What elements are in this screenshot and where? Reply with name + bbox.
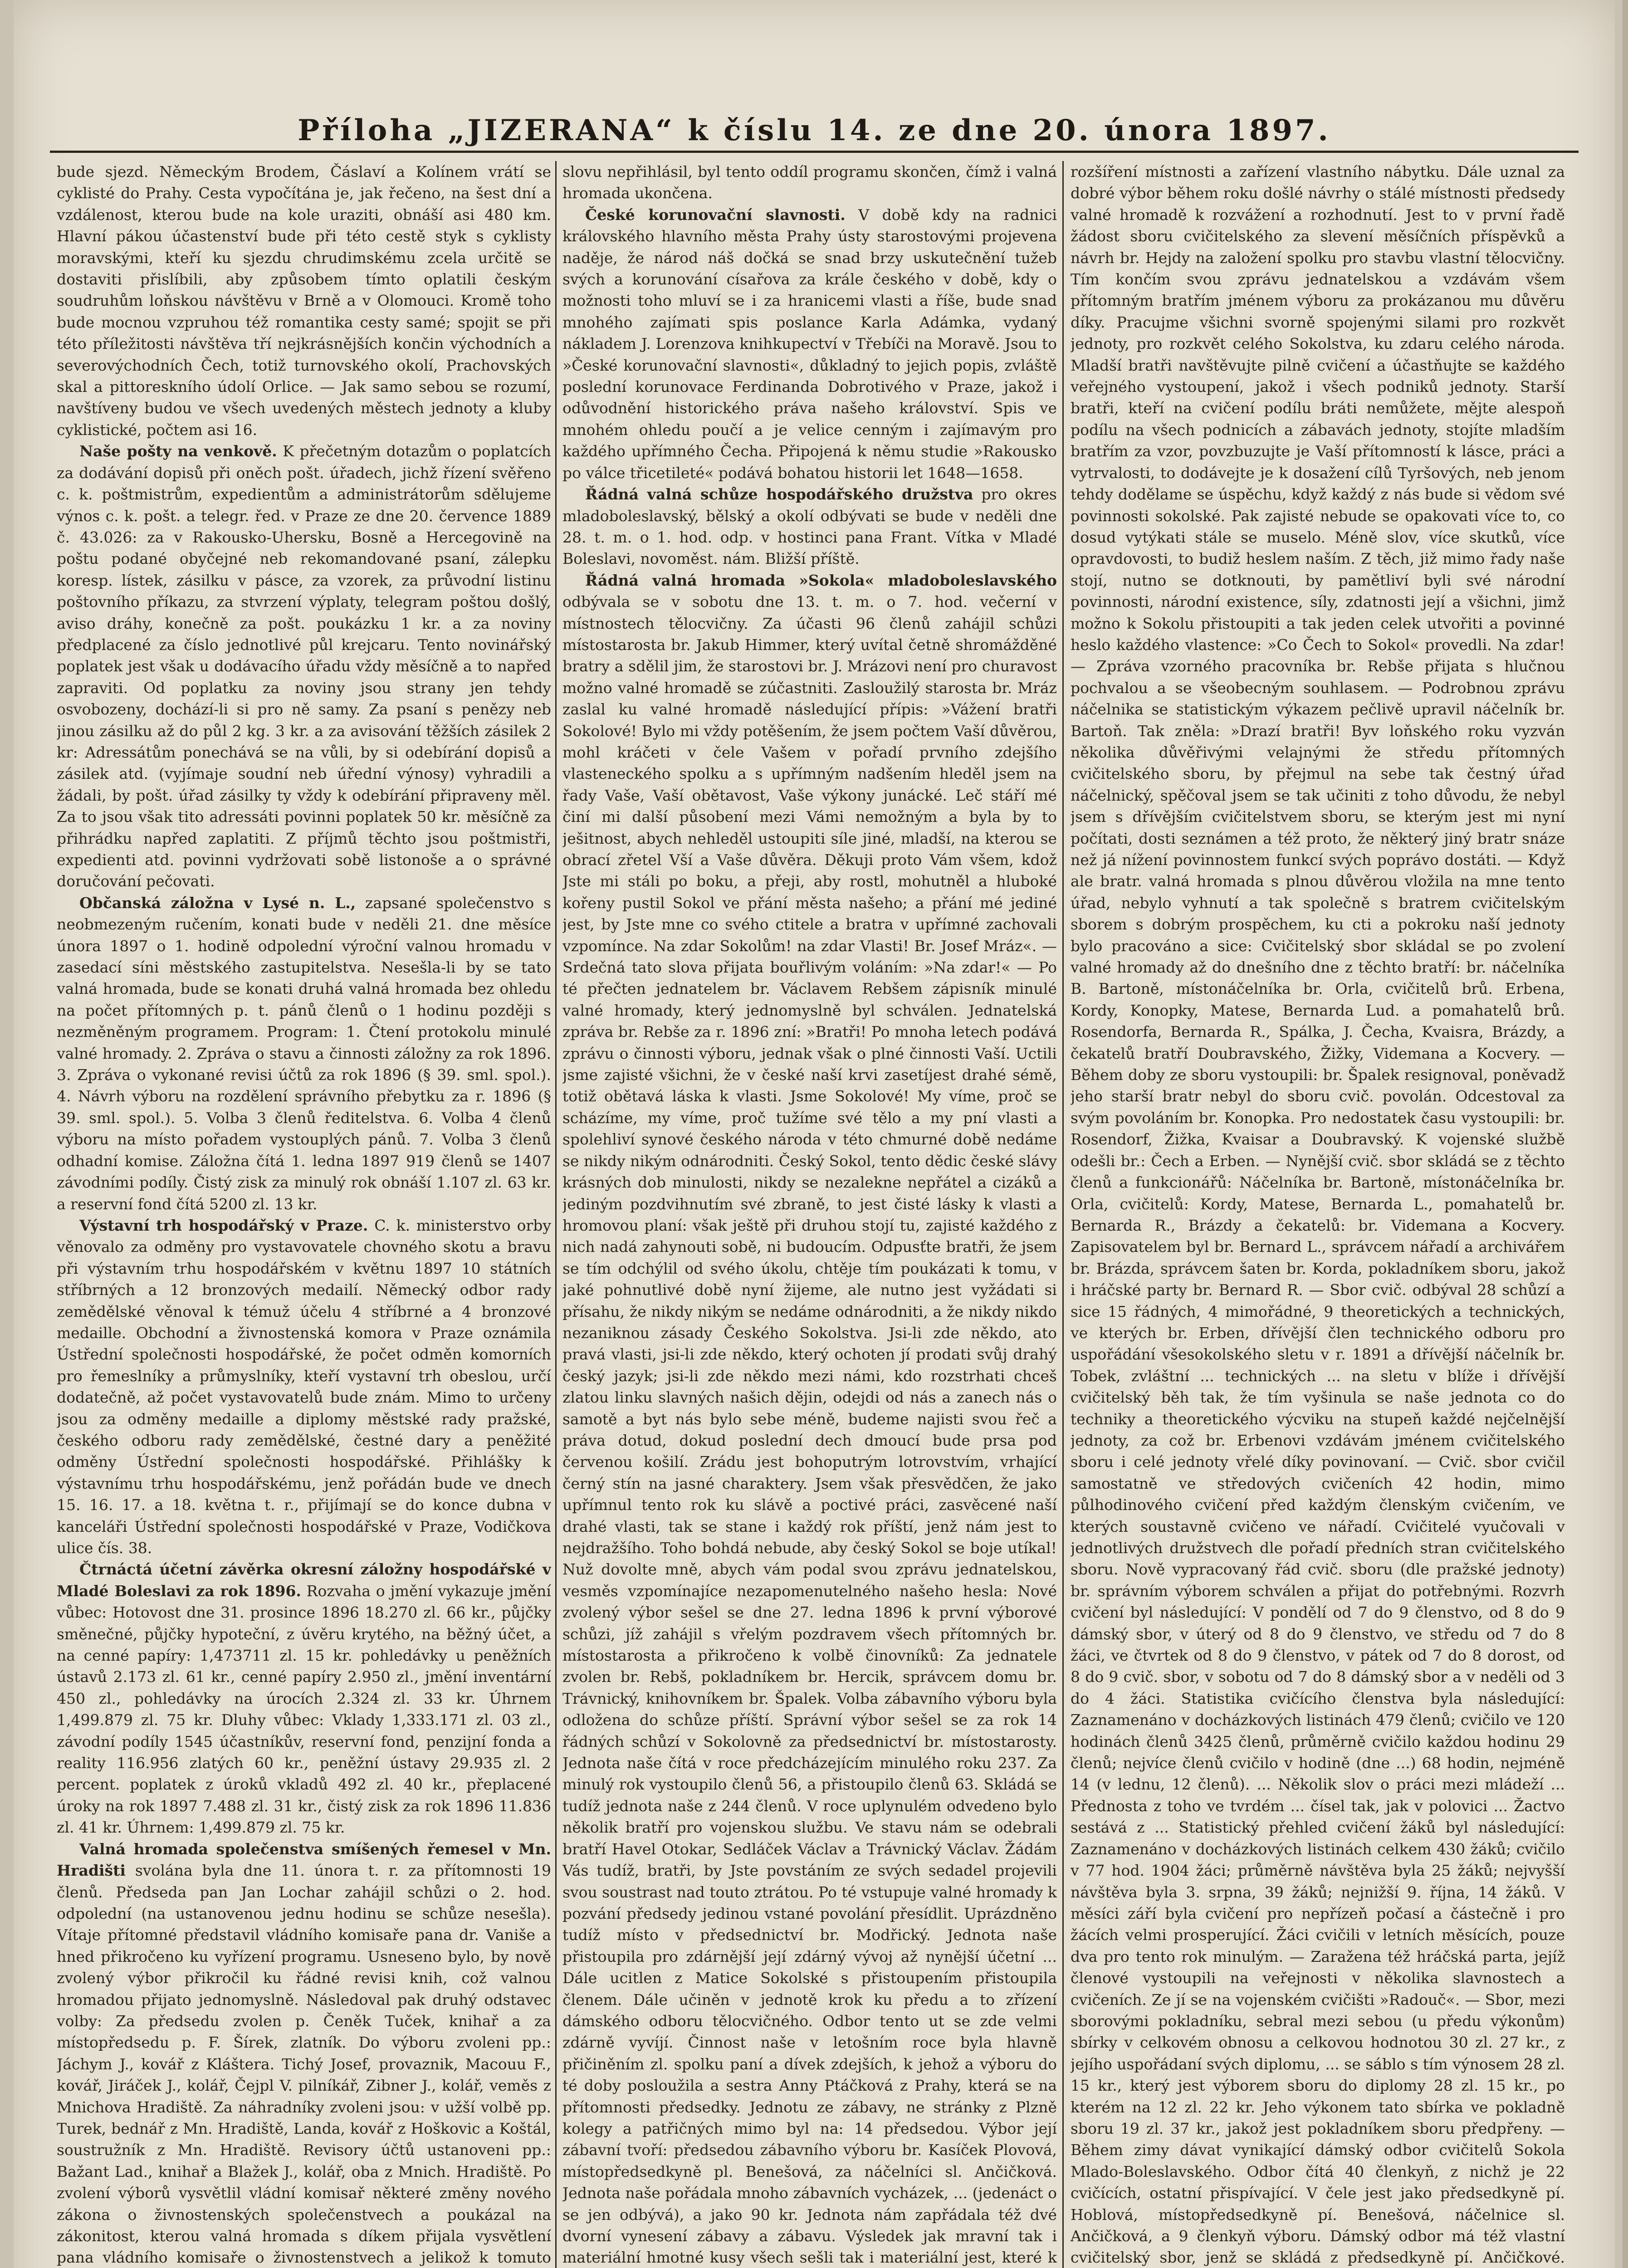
article-text: K přečetným dotazům o poplatcích za dodávání dopisů při oněch pošt. úřadech, jichž řízení svěřeno c. k. poštmistrům, expedientům a administrátorům sdělujeme výnos c. k. pošt. a telegr. řed. v Praze ze dne 20. července 1889 č. 43.026: za v Rakousko-Uhersku, Bosně a Hercegovině na poštu podané obyčejné neb rekomandované psaní, zálepku koresp. lístek, zásilku v pásce, za vzorek, za průvodní listinu poštovního příkazu, za stvrzení výplaty, telegram poštou došlý, aviso dráhy, konečně za pošt. poukázku 1 kr. a za noviny předplacené za číslo jednotlivé půl krejcaru. Tento novinářský poplatek jest však u dodávacího úřadu vždy měsíčně a to napřed zapraviti. Od poplatku za noviny jsou strany jen tehdy osvobozeny, dochází-li si pro ně samy. Za psaní s penězy neb jinou zásilku až do půl 2 kg. 3 kr. a za avisování těžších zásilek 2 kr: Adressátům ponechává se na vůli, by si odebírání dopisů a zásilek atd. (vyjímaje soudní neb úřední výnosy) vyhradili a žádali, by pošt. úřad zásilky ty vždy k odebírání připraveny měl. Za to jsou však tito adressáti povinni poplatek 50 kr. měsíčně za přihrádku napřed zaplatiti. Z příjmů těchto jsou poštmistři, expedienti atd. povinni vydržovati sobě listonoše a o správné doručování pečovati. <box>57 442 551 890</box>
column-3 <box>1071 161 1565 2268</box>
article-paragraph <box>562 161 1057 204</box>
column-1 <box>57 161 551 2268</box>
article-headline: Čtrnáctá účetní závěrka okresní záložny hospodářské v Mladé Boleslavi za rok 1896. <box>57 1560 551 1600</box>
article-headline: Řádná valná hromada »Sokola« mladoboleslavského <box>585 571 1057 589</box>
page-edge <box>1623 0 1628 2268</box>
article-text: slovu nepřihlásil, byl tento oddíl programu skončen, čímž i valná hromada ukončena. <box>562 163 1057 202</box>
article-paragraph <box>562 484 1057 570</box>
supplement-header: Příloha „JIZERANA“ k číslu 14. ze dne 20. února 1897. <box>298 113 1331 147</box>
article-headline: Naše pošty na venkově. <box>79 442 277 460</box>
column-2 <box>562 161 1057 2268</box>
article-paragraph <box>1071 161 1565 2268</box>
article-text: bude sjezd. Německým Brodem, Čáslaví a Kolínem vrátí se cyklisté do Prahy. Cesta vypočítána je, jak řečeno, na šest dní a vzdálenost, kterou bude na kole uraziti, obnáší asi 480 km. Hlavní pákou účastenství bude při této cestě styk s cyklisty moravskými, kteří ku sjezdu chrudimskému zcela určitě se dostaviti přislíbili, aby způsobem tímto oplatili českým soudruhům loňskou návštěvu v Brně a v Olomouci. Kromě toho bude mocnou vzpruhou též romantika cesty samé; spojit se při této příležitosti návštěva tří nejkrásnějších končin východních a severovýchodních Čech, totiž turnovského okolí, Prachovských skal a pittoreskního údolí Orlice. — Jak samo sebou se rozumí, navštíveny budou ve všech uvedených městech jednoty a kluby cyklistické, počtem asi 16. <box>57 163 551 439</box>
article-text: svolána byla dne 11. února t. r. za přítomnosti 19 členů. Předseda pan Jan Lochar zahájil schůzi o 2. hod. odpolední (na ustanovenou jednu hodinu se schůze nesešla). Vítaje přítomné představil vládního komisaře pana dr. Vaniše a hned přikročeno ku vyřízení programu. Usneseno bylo, by nově zvolený výbor přikročil ku řádné revisi knih, což valnou hromadou přijato jednomyslně. Následoval pak druhý odstavec volby: Za předsedu zvolen p. Čeněk Tuček, knihař a za místopředsedu p. F. Šírek, zlatník. Do výboru zvoleni pp.: Jáchym J., kovář z Kláštera. Tichý Josef, provaznik, Macouu F., kovář, Jiráček J., kolář, Čejpl V. pilníkář, Zibner J., kolář, veměs z Mnichova Hradiště. Za náhradníky zvoleni jsou: v užší volbě pp. Turek, bednář z Mn. Hradiště, Landa, kovář z Hoškovic a Koštál, soustružník z Mn. Hradiště. Revisory účtů ustanoveni pp.: Bažant Lad., knihař a Blažek J., kolář, oba z Mnich. Hradiště. Po zvolení výborů vysvětlil vládní komisař některé změny nového zákona o živnostenských společenstvech a poukázal na zákonitost, kterou valná hromada s díkem přijala vysvětlení pana vládního komisaře o živnostenstvech a jelikož k tomuto <box>57 1862 551 2267</box>
article-paragraph <box>57 1559 551 1838</box>
article-headline: Výstavní trh hospodářský v Praze. <box>79 1216 368 1234</box>
article-paragraph <box>57 1838 551 2268</box>
article-text: C. k. ministerstvo orby věnovalo za odměny pro vystavovatele chovného skotu a bravu při výstavním trhu hospodářském v květnu 1897 10 státních stříbrných a 12 bronzových medailí. Německý odbor rady zemědělské věnoval k témuž účelu 4 stříbrné a 4 bronzové medaille. Obchodní a živnostenská komora v Praze oznámila Ústřední společnosti hospodářské, že počet odměn komorních pro řemeslníky a průmyslníky, kteří vystavní trh obeslou, určí dodatečně, až počet vystavovatelů bude znám. Mimo to určeny jsou za odměny medaille a diplomy městské rady pražské, českého odboru rady zemědělské, čestné dary a peněžité odměny Ústřední společnosti hospodářské. Přihlášky k výstavnímu trhu hospodářskému, jenž pořádán bude ve dnech 15. 16. 17. a 18. května t. r., přijímají se do konce dubna v kanceláři Ústřední společnosti hospodářské v Praze, Vodičkova ulice čís. 38. <box>57 1216 551 1557</box>
article-text: rozšíření místnosti a zařízení vlastního nábytku. Dále uznal za dobré výbor během roku došlé návrhy o stálé místnosti předsedy valné hromadě k rozvážení a rozhodnutí. Jest to v první řadě žádost sboru cvičitelského za slevení měsíčních příspěvků a návrh br. Hejdy na založení spolku pro stavbu vlastní tělocvičny. Tím končím svou zprávu jednatelskou a vzdávám všem přítomným bratřím jménem výboru za prokázanou mu důvěru díky. Pracujme všichni svorně spojenými silami pro rozkvět jednoty, pro rozkvět celého Sokolstva, ku zdaru celého národa. Mladší bratři navštěvujte pilně cvičení a účastňujte se každého veřejného vystoupení, jakož i všech podniků jednoty. Starší bratři, kteří na cvičení podílu bráti nemůžete, mějte alespoň podílu na všech podnicích a zábavách jednoty, stojíte mladším bratřím za vzor, povzbuzujte je Vaší přítomností k lásce, práci a vytrvalosti, to dodávejte je k dosažení cílů Tyršových, neb jenom tehdy dodělame se úspěchu, když každý z nás bude si vědom své povinnosti sokolské. Pak zajisté nebude se opakovati více to, co dosud vytýkati stále se muselo. Méně slov, více skutků, více opravdovosti, to budiž heslem naším. Z těch, již mimo řady naše stojí, nutno se dotknouti, by pamětliví byli své národní povinnosti, národní existence, síly, zdatnosti její a všichni, jimž možno k Sokolu přistoupiti a tak jeden celek utvořiti a povinné heslo každého vlastence: »Co Čech to Sokol« provedli. Na zdar! — Zpráva vzorného pracovníka br. Rebše přijata s hlučnou pochvalou a se všeobecným souhlasem. — Podrobnou zprávu náčelnika se statistickým výkazem pečlivě upravil náčelník br. Bartoň. Tak zněla: »Drazí bratři! Byv loňského roku vyzván několika důvěřivými velajnými že středu přítomných cvičitelského sboru, by přejmul na sebe tak čestný úřad náčelnický, spěčoval jsem se tak učiniti z toho důvodu, že nebyl jsem s dřívějším cvičitelstvem sboru, se kterým jest mi nyní počítati, dosti seznámen a též proto, že některý jiný bratr snáze než já nížení povinnostem funkcí svých poprávo dostáti. — Když ale bratr. valná hromada s plnou důvěrou vložila na mne tento úřad, nebylo vyhnutí a tak společně s bratrem cvičitelským sborem s dobrým prospěchem, ku cti a pokroku naší jednoty bylo pracováno a sice: Cvičitelský sbor skládal se po zvolení valné hromady až do dnešního dne z těchto bratří: br. náčelníka B. Bartoně, místonáčelníka br. Orla, cvičitelů brů. Erbena, Kordy, Konopky, Matese, Bernarda Lud. a pomahatelů brů. Rosendorfa, Bernarda R., Spálka, J. Čecha, Kvaisra, Brázdy, a čekatelů bratří Doubravského, Žižky, Videmana a Kocvery. — Během doby ze sboru vystoupili: br. Špalek resignoval, poněvadž jeho starší bratr nebyl do sboru cvič. povolán. Odcestoval za svým povoláním br. Konopka. Pro nedostatek času vystoupili: br. Rosendorf, Žižka, Kvaisar a Doubravský. K vojenské službě odešli br.: Čech a Erben. — Nynější cvič. sbor skládá se z těchto členů a funkcionářů: Náčelníka br. Bartoně, místonáčelníka br. Orla, cvičitelů: Kordy, Matese, Bernarda L., pomahatelů br. Bernarda R., Brázdy a čekatelů: br. Videmana a Kocvery. Zapisovatelem byl br. Bernard L., správcem nářadí a archivářem br. Brázda, správcem šaten br. Korda, pokladníkem sboru, jakož i hráčské party br. Bernard R. — Sbor cvič. odbýval 28 schůzí a sice 15 řádných, 4 mimořádné, 9 theoretických a technických, ve kterých br. Erben, dřívější člen technického odboru pro uspořádání všesokolského sletu v r. 1891 a dřívější náčelník br. Tobek, zvláštní ... technických ... na sletu v blíže i dřívější cvičitelský běh tak, že tím vyšinula se naše jednota co do techniky a theoretického výcviku na stupeň každé nejčelnější jednoty, za což br. Erbenovi vzdávám jménem cvičitelského sboru i celé jednoty vřelé díky povinovaní. — Cvič. sbor cvičil samostatně ve středových cvičeních 42 hodin, mimo půlhodinového cvičení před každým členským cvičením, ve kterých soustavně cvičeno ve nářadí. Cvičitelé vyučovali v jednotlivých družstvech dle pořadí předních stran cvičitelského sboru. Nově vypracovaný řád cvič. sboru (dle pražské jednoty) br. správním výborem schválen a přijat do potřebnými. Rozvrh cvičení byl následující: V pondělí od 7 do 9 členstvo, od 8 do 9 dámský sbor, v úterý od 8 do 9 členstvo, ve středu od 7 do 8 žáci, ve čtvrtek od 8 do 9 členstvo, v pátek od 7 do 8 dorost, od 8 do 9 cvič. sbor, v sobotu od 7 do 8 dámský sbor a v neděli od 3 do 4 žáci. Statistika cvičícího členstva byla následující: Zaznamenáno v docházkových listinách 479 členů; cvičilo ve 120 hodinách členů 3425 členů, průměrně cvičilo každou hodinu 29 členů; nejvíce členů cvičilo v hodině (dne ...) 68 hodin, nejméně 14 (v lednu, 12 členů). ... Několik slov o práci mezi mládeží ... Přednosta z toho ve tvrdém ... čísel tak, jak v polovici ... Žactvo sestává z ... Statistický přehled cvičení žáků byl následující: Zaznamenáno v docházkových listinách celkem 430 žáků; cvičilo v 77 hod. 1904 žáci; průměrně návštěva byla 25 žáků; nejvyšší návštěva byla 3. srpna, 39 žáků; nejnižší 9. října, 14 žáků. V měsíci září byla cvičení pro nepřízeň počasí a částečně i pro žácích velmi prosperující. Žáci cvičili v letních měsících, pouze dva pro tento rok minulým. — Zaražena též hráčská parta, jejíž členové vystoupili na veřejnosti v několika slavnostech a cvičeních. Ze jí se na vojenském cvičišti »Radouč«. — Sbor, mezi sborovými pokladníku, sebral mezi sebou (u předu výkonům) sbírky v celkovém obnosu a celkovou hodnotou 30 zl. 27 kr., z jejího uspořádaní svých diplomu, ... se sáblo s tím výnosem 28 zl. 15 kr., který jest výborem sboru do diplomy 28 zl. 15 kr., po kterém na 12 zl. 22 kr. Jeho výkonem tato sbírka ve pokladně sboru 19 zl. 37 kr., jakož jest pokladníkem sboru předpřeny. — Během zimy dávat vynikající dámský odbor cvičitelů Sokola Mlado-Boleslavského. Odbor čítá 40 členkyň, z nichž je 22 cvičících, ostatní přispívající. V čele jest jako předsedkyně pí. Hoblová, místopředsedkyně pí. Benešová, náčelnice sl. Ančičková, a 9 členkyň výboru. Dámský odbor má též vlastní cvičitelský sbor, jenž se skládá z předsedkyně pí. Ančičkové. <box>1071 163 1565 2267</box>
article-paragraph <box>57 161 551 440</box>
header-rule <box>50 151 1579 153</box>
article-paragraph <box>562 204 1057 484</box>
article-text: Rozvaha o jmění vykazuje jmění vůbec: Hotovost dne 31. prosince 1896 18.270 zl. 66 kr., půjčky směnečné, půjčky hypoteční, z úvěru krytého, na běžný účet, a na cenné papíry: 1,473711 zl. 15 kr. pohledávky u peněžních ústavů 2.173 zl. 61 kr., cenné papíry 2.950 zl., jmění inventární 450 zl., pohledávky na úrocích 2.324 zl. 33 kr. Úhrnem 1,499.879 zl. 75 kr. Dluhy vůbec: Vklady 1,333.171 zl. 03 zl., závodní podíly 1545 účastníkův, reservní fond, penzijní fonda a reality 116.956 zlatých 60 kr., peněžní ústavy 29.935 zl. 2 percent. poplatek z úroků vkladů 492 zl. 40 kr., přeplacené úroky na rok 1897 7.488 zl. 31 kr., čistý zisk za rok 1896 11.836 zl. 41 kr. Úhrnem: 1,499.879 zl. 75 kr. <box>57 1582 551 1837</box>
article-text: pro okres mladoboleslavský, bělský a okolí odbývati se bude v neděli dne 28. t. m. o 1. hod. odp. v hostinci pana Frant. Vítka v Mladé Boleslavi, novoměst. nám. Bližší příště. <box>562 485 1057 568</box>
article-paragraph <box>562 570 1057 2268</box>
article-text: odbývala se v sobotu dne 13. t. m. o 7. hod. večerní v místnostech tělocvičny. Za účasti 96 členů zahájil schůzi místostarosta br. Jakub Himmer, který uvítal četně shromážděné bratry a sdělil jim, že starostovi br. J. Mrázovi není pro churavost možno valné hromadě se zúčastniti. Zasloužilý starosta br. Mráz zaslal ku valné hromadě následující přípis: »Vážení bratři Sokolové! Bylo mi vždy potěšením, že jsem počtem Vaší důvěrou, mohl kráčeti v čele Vašem v pořadí prvního zdejšího vlasteneckého spolku a s upřímným nadšením hleděl jsem na řady Vaše, Vaší obětavost, Vaše výkony junácké. Leč stáří mé činí mi další působení mezi Vámi nemožným a byla by to ješitnost, abych nehleděl ustoupiti síle jiné, mladší, na kterou se obrací zřetel Vší a Vaše důvěra. Děkuji proto Vám všem, kdož Jste mi stáli po boku, a přeji, aby rostl, mohutněl a hluboké kořeny pustil Sokol ve přání města našeho; a přání mé jediné jest, by Jste mne co svého ctitele a bratra v upřímné zachovali vzpomínce. Na zdar Sokolům! na zdar Vlasti! Br. Josef Mráz«. — Srdečná tato slova přijata bouřlivým voláním: »Na zdar!« — Po té přečten jednatelem br. Václavem Rebšem zápisník minulé valné hromady, který jednomyslně byl schválen. Jednatelská zpráva br. Rebše za r. 1896 zní: »Bratři! Po mnoha letech podává zprávu o činnosti výboru, jednak však o plné činnosti Vaší. Uctili jsme zajisté všichni, že v české naší krvi zasetíjest drahé sémě, totiž obětavá láska k vlasti. Jsme Sokolové! My víme, proč se scházíme, my víme, proč tužíme své tělo a my pní vlasti a spolehliví synové českého národa v této chmurné době nedáme se nikdy nikým odnárodniti. Český Sokol, tento dědic české slávy krásných dob minulosti, nikdy se nezalekne nepřátel a cizáků a jediným pozdvihnutím své zbraně, to jest čisté lásky k vlasti a hromovou planí: však ještě při druhou stojí tu, zajisté každého z nich nadá zahynouti sobě, ni budoucím. Odpusťte bratři, že jsem se tím odchýlil od svého úkolu, chtěje tím poukázati k tomu, v jaké pohnutlivé době nyní žijeme, ale nutno jest vyžádati si přísahu, že nikdy nikým se nedáme odnárodniti, a že nikdy nikdo nezaniknou zásady Českého Sokolstva. Jsi-li zde někdo, ato pravá vlasti, jsi-li zde někdo, který ochoten jí prodati svůj drahý český jazyk; jsi-li zde někdo mezi námi, kdo rozstrhati chceš zlatou linku slavných našich dějin, odejdi od nás a zanech nás o samotě a byt nás bylo sebe méně, budeme najisti svou řeč a práva dotud, dokud poslední dech dmoucí bude prsa pod červenou košilí. Zrádu jest bohoputrým lotrovstvím, vrhající černý stín na jasné charaktery. Jsem však přesvědčen, že jako upřímnul tento rok ku slávě a poctivé práci, zasvěcené naší drahé vlasti, tak se stane i každý rok příští, jenž nám jest to nejdražšího. Toho bohdá nebude, aby český Sokol se boje utíkal! Nuž dovolte mně, abych vám podal svou zprávu jednatelskou, vesměs vzpomínajíce nezapomenutelného našeho hesla: Nové zvolený výbor sešel se dne 27. ledna 1896 k první výborové schůzi, jíž zahájil s vřelým pozdravem všech přítomných br. místostarosta a přikročeno k volbě činovníků: Za jednatele zvolen br. Rebš, pokladníkem br. Hercik, správcem domu br. Trávnický, knihovníkem br. Špalek. Volba zábavního výboru byla odložena do schůze příští. Správní výbor sešel se za rok 14 řádných schůzí v Sokolovně za předsednictví br. místostarosty. Jednota naše čítá v roce předcházejícím minulého roku 237. Za minulý rok vystoupilo členů 56, a přistoupilo členů 63. Skládá se tudíž jednota naše z 244 členů. V roce uplynulém odvedeno bylo několik bratří pro vojenskou službu. Ve stavu nám se odebrali bratří Havel Otokar, Sedláček Václav a Trávnický Václav. Žádám Vás tudíž, bratři, by Jste povstáním ze svých sedadel projevili svou soustrast nad touto ztrátou. Po té vstupuje valné hromady k pozvání předsedy jedinou vstané povolání přesídlit. Uprázdněno tudíž místo v předsednictví br. Modřický. Jednota naše přistoupila pro zdárnější její zdárný vývoj až nynější účetní ... Dále ucitlen z Matice Sokolské s přistoupením přistoupila členem. Dále učiněn v jednotě krok ku předu a to zřízení dámského odboru tělocvičného. Odbor tento ut se zde velmi zdárně vyvíjí. Činnost naše v letošním roce byla hlavně přičiněním zl. spolku paní a dívek zdejších, k jehož a výboru do té doby posloužila a sestra Anny Ptáčková z Prahy, která se na přítomnosti předsedky. Jednotu ze zábavy, ne stránky z Plzně kolegy a patřičných mimo byl na: 14 předsedou. Výbor její zábavní tvoří: předsedou zábavního výboru br. Kasíček Plovová, místopředsedkyně pl. Benešová, za náčelníci sl. Ančičková. Jednota naše pořádala mnoho zábavních vycházek, ... (jedenáct o se jen odbývá), a jako 90 kr. Jednota nám zapřádala též dvé dvorní vynesení zábavy a zábavu. Výsledek jak mravní tak i materiální hmotné kusy všech sešli tak i materiální jest, které k <box>562 593 1057 2267</box>
article-headline: Řádná valná schůze hospodářského družstva <box>585 485 973 503</box>
column-divider-2 <box>1062 161 1064 2268</box>
article-paragraph <box>57 892 551 1215</box>
article-headline: Občanská záložna v Lysé n. L., <box>79 894 356 912</box>
newspaper-page <box>14 0 1615 2268</box>
article-headline: Valná hromada společenstva smíšených řemesel v Mn. Hradišti <box>57 1840 551 1880</box>
article-headline: České korunovační slavnosti. <box>585 205 846 224</box>
article-paragraph <box>57 1215 551 1559</box>
column-divider-1 <box>555 161 557 2268</box>
article-text: zapsané společenstvo s neobmezeným ručením, konati bude v neděli 21. dne měsíce února 1897 o 1. hodině odpolední výroční valnou hromadu v zasedací síni městského zastupitelstva. Nesešla-li by se tato valná hromada, bude se konati druhá valná hromada bez ohledu na počet přítomných p. t. pánů členů o 1 hodinu později s nezměněným programem. Program: 1. Čtení protokolu minulé valné hromady. 2. Zpráva o stavu a činnosti záložny za rok 1896. 3. Zpráva o vykonané revisi účtů za rok 1896 (§ 39. sml. spol.). 4. Návrh výboru na rozdělení správního přebytku za r. 1896 (§ 39. sml. spol.). 5. Volba 3 členů ředitelstva. 6. Volba 4 členů výboru na místo pořadem vystouplých pánů. 7. Volba 3 členů odhadní komise. Záložna čítá 1. ledna 1897 919 členů se 1407 závodními podíly. Čistý zisk za minulý rok obnáší 1.107 zl. 63 kr. a reservní fond čítá 5200 zl. 13 kr. <box>57 894 551 1213</box>
article-paragraph <box>57 440 551 892</box>
article-text: V době kdy na radnici královského hlavního města Prahy ústy starostovými projevena naděje, že národ náš dočká se snad brzy uskutečnění tužeb svých a korunování císařova za krále českého v době, kdy o možnosti toho mluví se i za hranicemi vlasti a říše, bude snad mnohého zajímati spis poslance Karla Adámka, vydaný nákladem J. Lorenzova knihkupectví v Třebíči na Moravě. Jsou to »České korunovační slavnosti«, důkladný to jejich popis, zvláště poslední korunovace Ferdinanda Dobrotivého v Praze, jakož i odůvodnění historického práva našeho království. Spis ve mnohém ohledu poučí a je velice cenným i zajímavým pro každého upřímného Čecha. Připojená k němu studie »Rakousko po válce třicetileté« podává bohatou historii let 1648—1658. <box>562 205 1057 482</box>
